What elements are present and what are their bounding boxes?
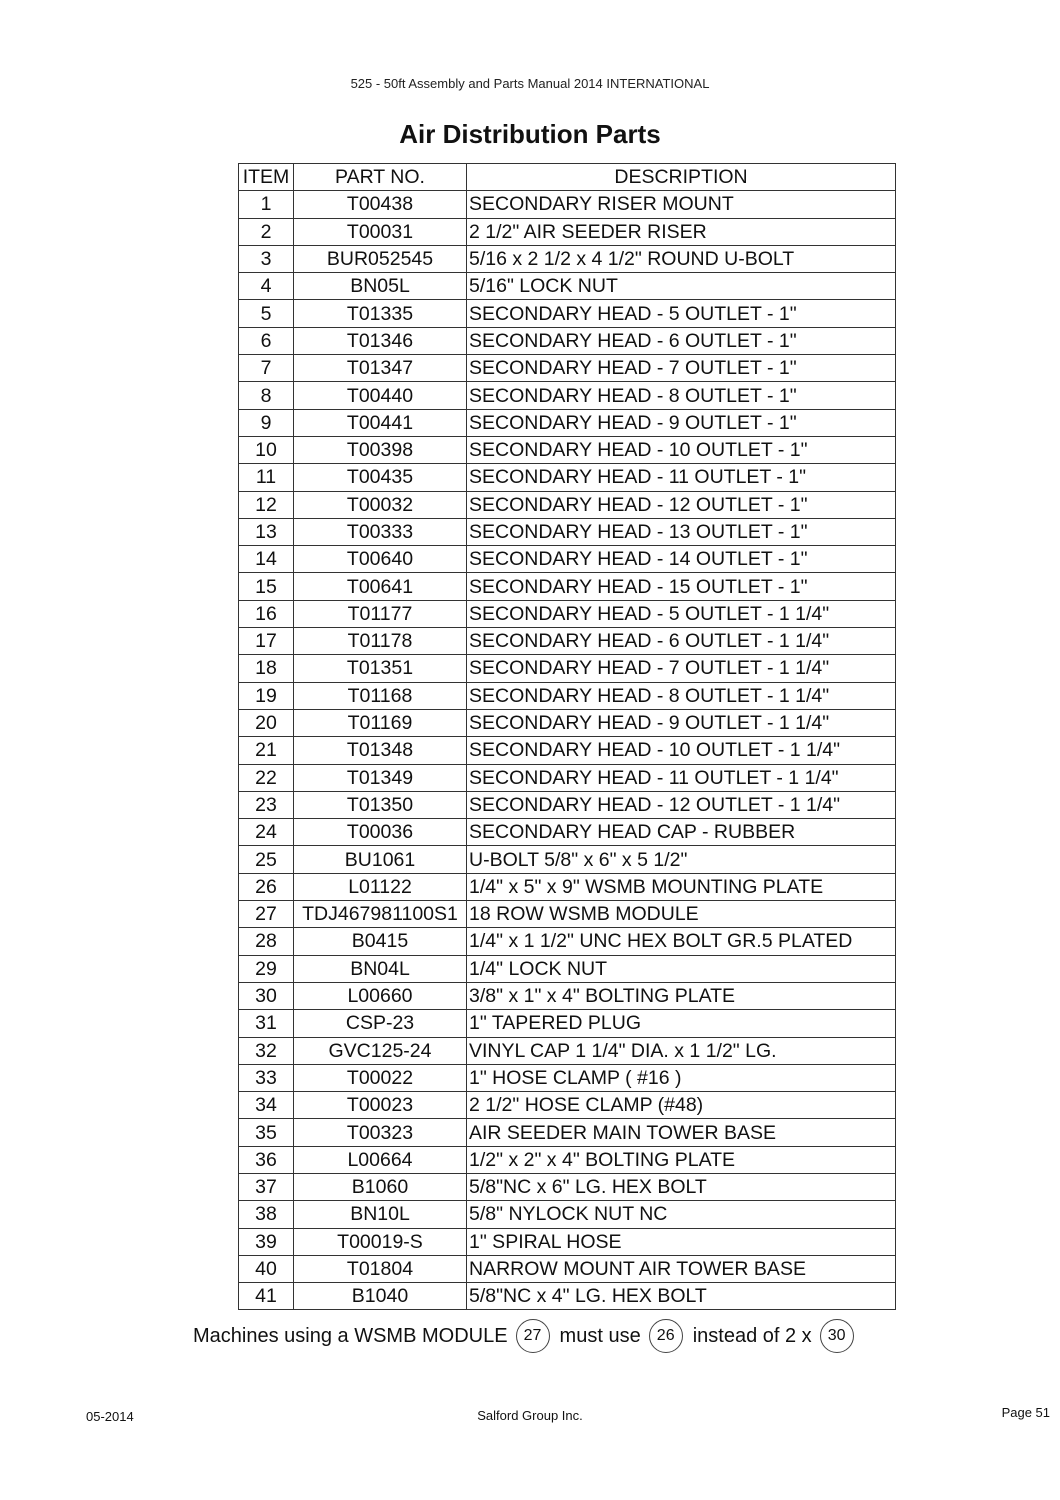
description-cell: 1/4" x 1 1/2" UNC HEX BOLT GR.5 PLATED (467, 928, 896, 955)
part-number-cell: T00023 (294, 1092, 467, 1119)
description-cell: SECONDARY HEAD - 10 OUTLET - 1 1/4" (467, 737, 896, 764)
item-number-cell: 18 (239, 655, 294, 682)
item-number-cell: 23 (239, 791, 294, 818)
footer-company: Salford Group Inc. (477, 1408, 583, 1423)
part-number-cell: T01347 (294, 355, 467, 382)
table-row (239, 191, 896, 218)
table-row (239, 1146, 896, 1173)
description-cell: SECONDARY HEAD - 14 OUTLET - 1" (467, 546, 896, 573)
part-number-cell: B1060 (294, 1173, 467, 1200)
table-row (239, 982, 896, 1009)
item-number-cell: 5 (239, 300, 294, 327)
table-row (239, 436, 896, 463)
part-number-cell: L00664 (294, 1146, 467, 1173)
part-number-cell: T01804 (294, 1255, 467, 1282)
item-number-cell: 16 (239, 600, 294, 627)
wsmb-note (193, 1320, 864, 1352)
page-title: Air Distribution Parts (399, 119, 661, 149)
description-cell: SECONDARY RISER MOUNT (467, 191, 896, 218)
description-cell: SECONDARY HEAD - 6 OUTLET - 1" (467, 327, 896, 354)
table-row (239, 491, 896, 518)
description-cell: SECONDARY HEAD - 11 OUTLET - 1 1/4" (467, 764, 896, 791)
description-cell: U-BOLT 5/8" x 6" x 5 1/2" (467, 846, 896, 873)
part-number-cell: T00641 (294, 573, 467, 600)
item-number-cell: 31 (239, 1010, 294, 1037)
part-number-cell: L01122 (294, 873, 467, 900)
description-cell: 5/8"NC x 6" LG. HEX BOLT (467, 1173, 896, 1200)
table-row (239, 409, 896, 436)
description-cell: SECONDARY HEAD - 6 OUTLET - 1 1/4" (467, 628, 896, 655)
part-number-cell: T00031 (294, 218, 467, 245)
description-cell: SECONDARY HEAD - 11 OUTLET - 1" (467, 464, 896, 491)
description-cell: AIR SEEDER MAIN TOWER BASE (467, 1119, 896, 1146)
item-number-cell: 3 (239, 245, 294, 272)
item-number-cell: 24 (239, 819, 294, 846)
part-number-cell: L00660 (294, 982, 467, 1009)
item-number-cell: 28 (239, 928, 294, 955)
item-number-cell: 19 (239, 682, 294, 709)
table-row (239, 1010, 896, 1037)
item-number-cell: 34 (239, 1092, 294, 1119)
item-number-cell: 32 (239, 1037, 294, 1064)
description-cell: 1/4" LOCK NUT (467, 955, 896, 982)
part-number-cell: T01346 (294, 327, 467, 354)
description-cell: SECONDARY HEAD - 13 OUTLET - 1" (467, 518, 896, 545)
part-number-cell: T00333 (294, 518, 467, 545)
note-text-1: Machines using a WSMB MODULE (193, 1324, 508, 1347)
description-cell: 5/16 x 2 1/2 x 4 1/2" ROUND U-BOLT (467, 245, 896, 272)
table-row (239, 573, 896, 600)
part-number-cell: B0415 (294, 928, 467, 955)
item-number-cell: 35 (239, 1119, 294, 1146)
item-number-cell: 36 (239, 1146, 294, 1173)
part-number-cell: T00440 (294, 382, 467, 409)
part-number-cell: T01335 (294, 300, 467, 327)
description-cell: SECONDARY HEAD - 8 OUTLET - 1" (467, 382, 896, 409)
part-number-cell: BN05L (294, 273, 467, 300)
description-cell: VINYL CAP 1 1/4" DIA. x 1 1/2" LG. (467, 1037, 896, 1064)
part-number-cell: T01169 (294, 709, 467, 736)
item-ref-circle-26: 26 (649, 1319, 683, 1353)
part-number-cell: T00438 (294, 191, 467, 218)
part-number-cell: BU1061 (294, 846, 467, 873)
item-number-cell: 1 (239, 191, 294, 218)
item-number-cell: 10 (239, 436, 294, 463)
part-number-cell: T00323 (294, 1119, 467, 1146)
item-number-cell: 20 (239, 709, 294, 736)
part-number-cell: T01348 (294, 737, 467, 764)
item-number-cell: 6 (239, 327, 294, 354)
description-cell: SECONDARY HEAD - 5 OUTLET - 1 1/4" (467, 600, 896, 627)
column-header-item: ITEM (239, 164, 294, 191)
table-row (239, 791, 896, 818)
note-text-3: instead of 2 x (692, 1324, 812, 1347)
table-row (239, 955, 896, 982)
description-cell: SECONDARY HEAD - 12 OUTLET - 1" (467, 491, 896, 518)
manual-title: 525 - 50ft Assembly and Parts Manual 2014 INTERNATIONAL (350, 76, 710, 91)
description-cell: 1" SPIRAL HOSE (467, 1228, 896, 1255)
description-cell: 5/16" LOCK NUT (467, 273, 896, 300)
table-row (239, 709, 896, 736)
item-number-cell: 15 (239, 573, 294, 600)
description-cell: SECONDARY HEAD - 9 OUTLET - 1" (467, 409, 896, 436)
part-number-cell: T00435 (294, 464, 467, 491)
table-row (239, 464, 896, 491)
part-number-cell: T01351 (294, 655, 467, 682)
table-row (239, 245, 896, 272)
part-number-cell: T00022 (294, 1064, 467, 1091)
part-number-cell: T00640 (294, 546, 467, 573)
table-row (239, 355, 896, 382)
item-number-cell: 11 (239, 464, 294, 491)
item-number-cell: 13 (239, 518, 294, 545)
item-number-cell: 26 (239, 873, 294, 900)
table-row (239, 901, 896, 928)
item-number-cell: 40 (239, 1255, 294, 1282)
description-cell: 5/8" NYLOCK NUT NC (467, 1201, 896, 1228)
description-cell: 1/4" x 5" x 9" WSMB MOUNTING PLATE (467, 873, 896, 900)
item-number-cell: 22 (239, 764, 294, 791)
description-cell: SECONDARY HEAD CAP - RUBBER (467, 819, 896, 846)
table-row (239, 682, 896, 709)
table-row (239, 1173, 896, 1200)
parts-table (238, 163, 896, 1310)
description-cell: SECONDARY HEAD - 9 OUTLET - 1 1/4" (467, 709, 896, 736)
item-number-cell: 29 (239, 955, 294, 982)
part-number-cell: BUR052545 (294, 245, 467, 272)
part-number-cell: T00441 (294, 409, 467, 436)
table-row (239, 819, 896, 846)
description-cell: SECONDARY HEAD - 10 OUTLET - 1" (467, 436, 896, 463)
description-cell: 1" TAPERED PLUG (467, 1010, 896, 1037)
part-number-cell: BN10L (294, 1201, 467, 1228)
table-row (239, 1201, 896, 1228)
item-number-cell: 25 (239, 846, 294, 873)
part-number-cell: GVC125-24 (294, 1037, 467, 1064)
item-number-cell: 38 (239, 1201, 294, 1228)
item-number-cell: 12 (239, 491, 294, 518)
description-cell: 3/8" x 1" x 4" BOLTING PLATE (467, 982, 896, 1009)
table-row (239, 764, 896, 791)
part-number-cell: T01349 (294, 764, 467, 791)
item-number-cell: 21 (239, 737, 294, 764)
item-number-cell: 2 (239, 218, 294, 245)
part-number-cell: T01168 (294, 682, 467, 709)
part-number-cell: B1040 (294, 1283, 467, 1310)
item-number-cell: 41 (239, 1283, 294, 1310)
table-row (239, 928, 896, 955)
table-row (239, 382, 896, 409)
item-number-cell: 27 (239, 901, 294, 928)
part-number-cell: T00019-S (294, 1228, 467, 1255)
description-cell: 18 ROW WSMB MODULE (467, 901, 896, 928)
part-number-cell: BN04L (294, 955, 467, 982)
description-cell: SECONDARY HEAD - 5 OUTLET - 1" (467, 300, 896, 327)
part-number-cell: T00036 (294, 819, 467, 846)
table-row (239, 873, 896, 900)
description-cell: 2 1/2" AIR SEEDER RISER (467, 218, 896, 245)
description-cell: 5/8"NC x 4" LG. HEX BOLT (467, 1283, 896, 1310)
part-number-cell: CSP-23 (294, 1010, 467, 1037)
item-number-cell: 14 (239, 546, 294, 573)
table-row (239, 327, 896, 354)
item-ref-circle-30: 30 (820, 1319, 854, 1353)
column-header-description: DESCRIPTION (467, 164, 896, 191)
table-row (239, 737, 896, 764)
table-header-row (239, 164, 896, 191)
item-number-cell: 39 (239, 1228, 294, 1255)
item-ref-circle-27: 27 (516, 1319, 550, 1353)
description-cell: SECONDARY HEAD - 7 OUTLET - 1 1/4" (467, 655, 896, 682)
description-cell: NARROW MOUNT AIR TOWER BASE (467, 1255, 896, 1282)
item-number-cell: 4 (239, 273, 294, 300)
item-number-cell: 8 (239, 382, 294, 409)
description-cell: SECONDARY HEAD - 12 OUTLET - 1 1/4" (467, 791, 896, 818)
table-row (239, 1255, 896, 1282)
part-number-cell: T01177 (294, 600, 467, 627)
table-row (239, 1064, 896, 1091)
description-cell: 1/2" x 2" x 4" BOLTING PLATE (467, 1146, 896, 1173)
table-row (239, 518, 896, 545)
table-row (239, 300, 896, 327)
part-number-cell: TDJ467981100S1 (294, 901, 467, 928)
description-cell: 2 1/2" HOSE CLAMP (#48) (467, 1092, 896, 1119)
table-row (239, 628, 896, 655)
part-number-cell: T01178 (294, 628, 467, 655)
part-number-cell: T00032 (294, 491, 467, 518)
description-cell: 1" HOSE CLAMP ( #16 ) (467, 1064, 896, 1091)
item-number-cell: 37 (239, 1173, 294, 1200)
table-row (239, 846, 896, 873)
item-number-cell: 9 (239, 409, 294, 436)
table-row (239, 1228, 896, 1255)
note-text-2: must use (559, 1324, 641, 1347)
table-row (239, 218, 896, 245)
footer-date: 05-2014 (86, 1409, 134, 1424)
table-row (239, 1119, 896, 1146)
item-number-cell: 7 (239, 355, 294, 382)
item-number-cell: 17 (239, 628, 294, 655)
description-cell: SECONDARY HEAD - 8 OUTLET - 1 1/4" (467, 682, 896, 709)
description-cell: SECONDARY HEAD - 7 OUTLET - 1" (467, 355, 896, 382)
table-row (239, 1092, 896, 1119)
table-row (239, 600, 896, 627)
table-row (239, 655, 896, 682)
footer-page-number: Page 51 (1001, 1405, 1050, 1420)
part-number-cell: T00398 (294, 436, 467, 463)
table-row (239, 1037, 896, 1064)
table-row (239, 1283, 896, 1310)
item-number-cell: 30 (239, 982, 294, 1009)
item-number-cell: 33 (239, 1064, 294, 1091)
part-number-cell: T01350 (294, 791, 467, 818)
table-row (239, 546, 896, 573)
column-header-part-no: PART NO. (294, 164, 467, 191)
description-cell: SECONDARY HEAD - 15 OUTLET - 1" (467, 573, 896, 600)
table-row (239, 273, 896, 300)
parts-table-body (239, 191, 896, 1310)
